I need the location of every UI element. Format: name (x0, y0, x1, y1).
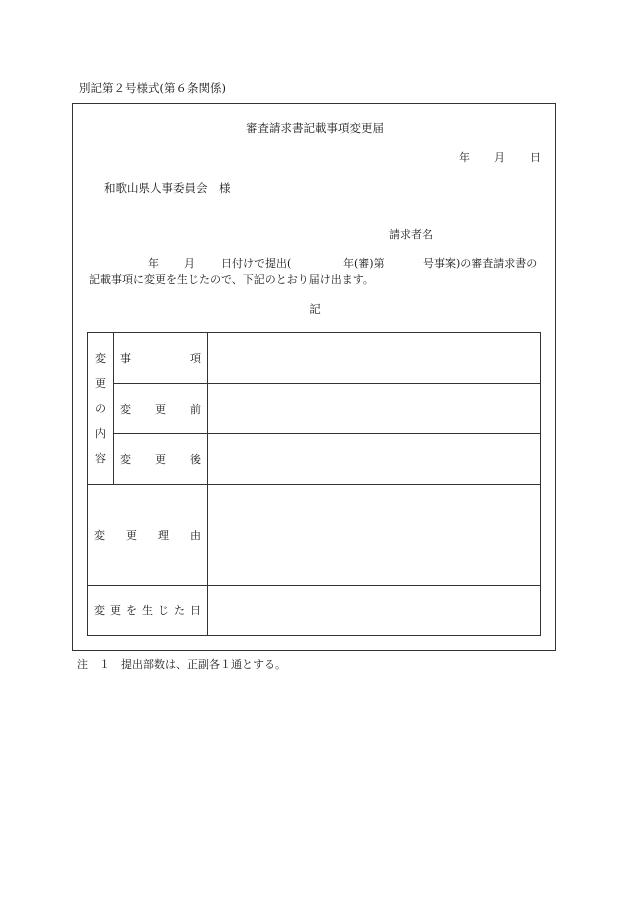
date-year-label: 年 (459, 151, 470, 164)
group-label-change-content: 変 更 の 内 容 (95, 352, 106, 465)
footnote: 注 １ 提出部数は、正副各１通とする。 (77, 658, 286, 671)
body-text-line-1 (88, 255, 548, 271)
after-change-value-cell[interactable] (208, 434, 540, 484)
change-reason-value-cell[interactable] (208, 485, 540, 585)
row-label-change-reason: 変 更 理 由 (94, 529, 201, 542)
body-year: 年 (148, 257, 159, 270)
form-reference: 別記第２号様式(第６条関係) (79, 81, 226, 95)
change-date-value-cell[interactable] (208, 586, 540, 635)
row-label-change-date: 変 更 を 生 じ た 日 (94, 604, 201, 617)
table-group-divider (113, 332, 114, 484)
table-border-bottom (87, 635, 541, 636)
body-case-year: 年(審)第 (343, 257, 385, 270)
ki-heading: 記 (309, 302, 321, 316)
row-label-item: 事 項 (120, 352, 201, 365)
date-day-label: 日 (530, 151, 541, 164)
item-value-cell[interactable] (208, 333, 540, 383)
document-title: 審査請求書記載事項変更届 (246, 121, 384, 135)
date-month-label: 月 (494, 151, 505, 164)
before-change-value-cell[interactable] (208, 384, 540, 433)
row-label-after-change: 変 更 後 (120, 453, 201, 466)
requester-name-label: 請求者名 (389, 228, 433, 241)
body-case-number: 号事案)の審査請求書の (423, 257, 538, 270)
body-month: 月 (184, 257, 195, 270)
body-text-line-2: 記載事項に変更を生じたので、下記のとおり届け出ます。 (89, 273, 374, 286)
addressee: 和歌山県人事委員会 様 (104, 181, 231, 195)
row-label-before-change: 変 更 前 (120, 403, 201, 416)
body-day-suffix: 日付けで提出( (221, 257, 292, 270)
